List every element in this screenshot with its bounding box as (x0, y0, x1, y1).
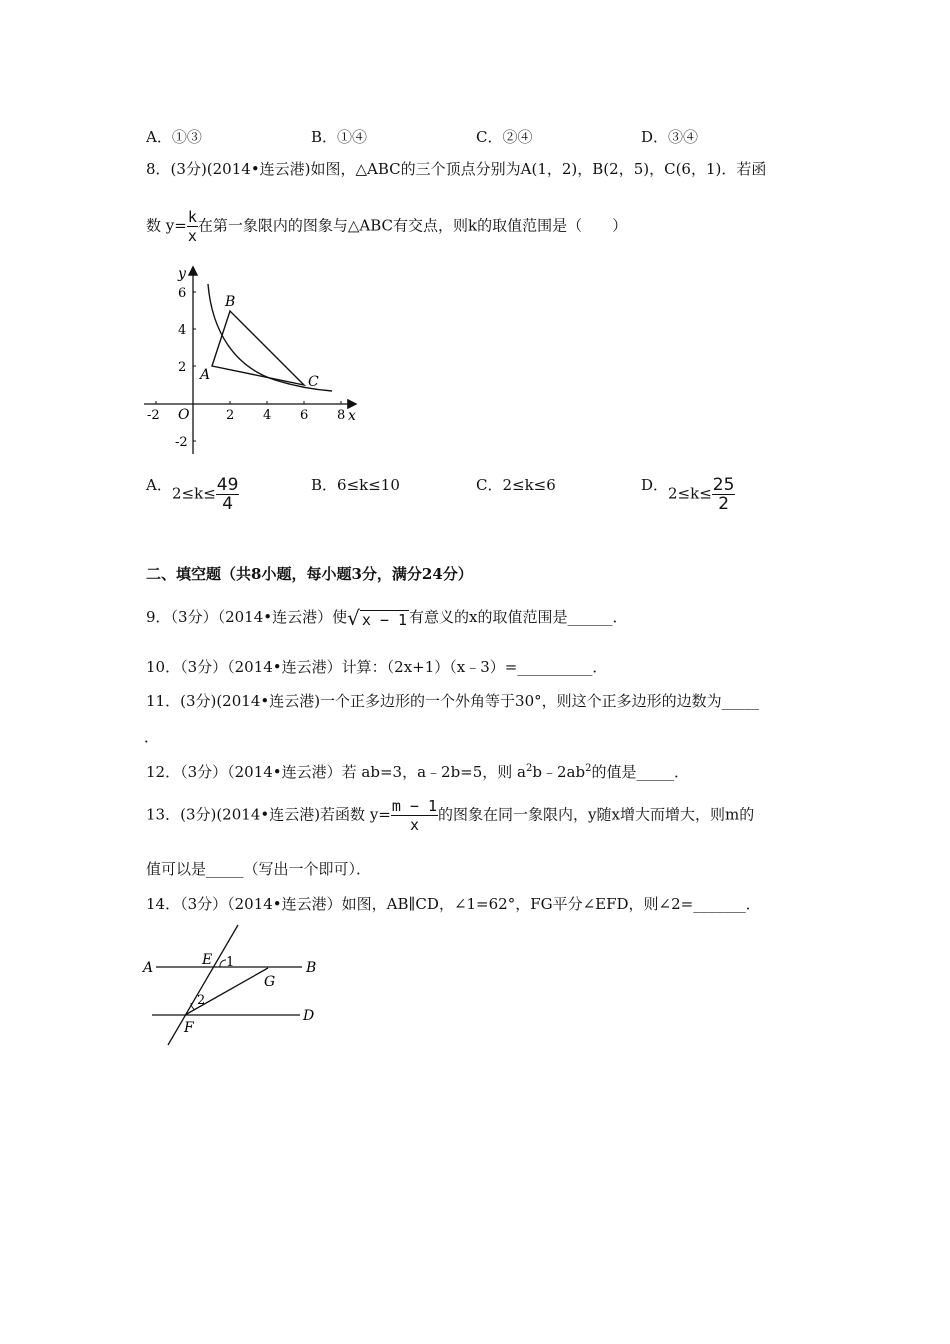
option-text: 2≤k≤ (668, 484, 712, 503)
q10-stem: 10．（3分）（2014•连云港）计算：（2x+1）（x﹣3）=__________． (146, 658, 608, 676)
y-tick-label: 2 (178, 360, 187, 375)
label-b: B (306, 960, 317, 976)
fraction-numerator: k (187, 208, 197, 226)
q9-sqrt (347, 606, 409, 630)
q8-option-d-value (668, 476, 735, 513)
q8-option-a (146, 474, 172, 495)
q13-fraction (391, 797, 438, 834)
option-label: C． (476, 128, 503, 146)
fraction-numerator: m − 1 (391, 797, 438, 815)
label-a: A (143, 960, 154, 976)
q12-text-post: 的值是_____． (591, 763, 689, 781)
q8-text-post: 在第一象限内的图象与△ABC有交点，则k的取值范围是（ ） (197, 216, 628, 235)
superscript: 2 (526, 763, 533, 774)
x-tick-label: -2 (147, 408, 160, 423)
option-label: B． (311, 128, 338, 146)
section-heading: 二、填空题（共8小题，每小题3分，满分24分） (146, 565, 473, 583)
point-c-label: C (308, 374, 319, 390)
q7-option-a (146, 126, 202, 147)
q8-text-pre: 数 y= (146, 216, 187, 235)
fraction-numerator: 25 (712, 475, 735, 495)
x-axis-label: x (348, 408, 356, 424)
q13-text-post: 的图象在同一象限内，y随x增大而增大，则m的 (438, 805, 755, 824)
y-tick-label: -2 (175, 435, 188, 450)
option-d-fraction (712, 476, 736, 513)
x-tick-label: 2 (226, 408, 235, 423)
y-tick-label: 4 (178, 323, 187, 338)
q9-text-pre: 9．（3分）（2014•连云港）使 (146, 608, 348, 626)
radical-icon: √ (347, 606, 360, 630)
fraction-denominator: 4 (222, 494, 234, 514)
option-text: ②④ (502, 128, 533, 146)
option-a-fraction (216, 476, 240, 513)
option-label: D． (641, 128, 669, 146)
y-axis-label: y (178, 266, 186, 282)
q14-stem: 14．（3分）（2014•连云港）如图，AB∥CD，∠1=62°，FG平分∠EFD，则∠2=_______． (146, 895, 761, 913)
q9-stem (146, 606, 628, 630)
q8-stem-line1: 8．(3分)(2014•连云港)如图，△ABC的三个顶点分别为A(1，2)，B(2，5)，C(6，1)．若函 (146, 160, 767, 178)
origin-label: O (178, 407, 190, 423)
x-tick-label: 4 (263, 408, 272, 423)
option-label: B． (311, 476, 338, 494)
q8-stem-line2 (146, 208, 627, 245)
radicand: x − 1 (361, 611, 408, 629)
x-tick-label: 8 (337, 408, 346, 423)
option-text: ①④ (337, 128, 368, 146)
point-a-label: A (200, 367, 211, 383)
option-text: ③④ (668, 128, 699, 146)
option-text: 2≤k≤ (172, 484, 216, 503)
q11-stem-line1: 11．(3分)(2014•连云港)一个正多边形的一个外角等于30°，则这个正多边形的边数为_____ (146, 692, 760, 710)
q12-stem (146, 761, 689, 782)
label-d: D (303, 1008, 315, 1024)
q11-stem-line2: ． (144, 728, 160, 746)
y-tick-label: 6 (178, 286, 187, 301)
x-tick-label: 6 (300, 408, 309, 423)
label-e: E (202, 952, 213, 968)
q14-geometry-figure (140, 920, 330, 1050)
angle2-arc (191, 1003, 195, 1010)
triangle-abc (212, 311, 304, 385)
fraction-denominator: 2 (718, 494, 730, 514)
option-label: C． (476, 476, 503, 494)
option-label: D． (641, 476, 669, 494)
fraction-denominator: x (187, 227, 197, 245)
transversal-ef (168, 925, 238, 1045)
q7-option-b (311, 126, 367, 147)
q13-stem-line1 (146, 797, 754, 834)
q8-fraction (187, 208, 198, 245)
q13-text-pre: 13．(3分)(2014•连云港)若函数 y= (146, 805, 391, 824)
label-g: G (264, 974, 276, 990)
option-text: ①③ (171, 128, 202, 146)
q12-text-mid: b﹣2ab (532, 763, 586, 781)
option-text: 6≤k≤10 (337, 476, 400, 494)
option-label: A． (146, 128, 172, 146)
option-label: A． (146, 476, 172, 494)
q13-stem-line2: 值可以是_____（写出一个即可）． (146, 860, 372, 878)
q8-option-d (641, 474, 668, 495)
superscript: 2 (585, 763, 592, 774)
fraction-numerator: 49 (216, 475, 239, 495)
fraction-denominator: x (409, 816, 419, 834)
q7-option-c (476, 126, 533, 147)
q8-graph-figure (140, 262, 370, 462)
option-text: 2≤k≤6 (502, 476, 556, 494)
angle-2-label: 2 (197, 993, 206, 1008)
point-b-label: B (225, 294, 236, 310)
q8-option-c (476, 474, 556, 495)
angle-1-label: 1 (226, 955, 235, 970)
q8-option-b (311, 474, 400, 495)
q7-option-d (641, 126, 698, 147)
q8-option-a-value (172, 476, 239, 513)
q9-text-post: 有意义的x的取值范围是______． (409, 608, 628, 626)
label-f: F (184, 1020, 194, 1036)
q12-text-pre: 12．（3分）（2014•连云港）若 ab=3，a﹣2b=5，则 a (146, 763, 526, 781)
